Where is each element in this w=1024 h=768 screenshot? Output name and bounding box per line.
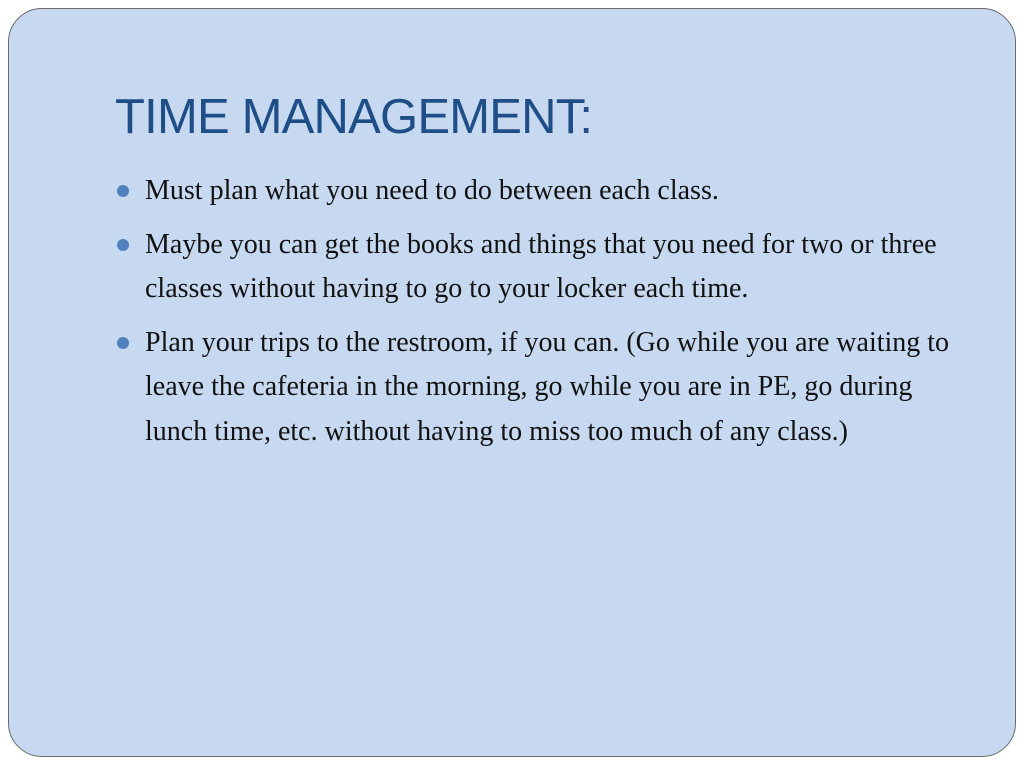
bullet-item bbox=[114, 169, 974, 214]
bullet-item bbox=[114, 223, 974, 312]
bullet-dot-icon bbox=[117, 185, 129, 197]
bullet-text: Plan your trips to the restroom, if you can. (Go while you are waiting to leave the cafeteria in the morning, go while you are in PE, go during lunch time, etc. without having to miss too much of any class.) bbox=[145, 326, 950, 447]
bullet-dot-icon bbox=[117, 239, 129, 251]
bullet-item bbox=[114, 321, 974, 455]
slide-title: TIME MANAGEMENT: bbox=[115, 90, 593, 144]
bullet-text: Must plan what you need to do between each class. bbox=[145, 175, 719, 206]
bullet-list bbox=[114, 169, 974, 463]
bullet-dot-icon bbox=[117, 337, 129, 349]
bullet-text: Maybe you can get the books and things that you need for two or three classes without having to go to your locker each time. bbox=[145, 228, 937, 304]
slide bbox=[8, 8, 1016, 757]
